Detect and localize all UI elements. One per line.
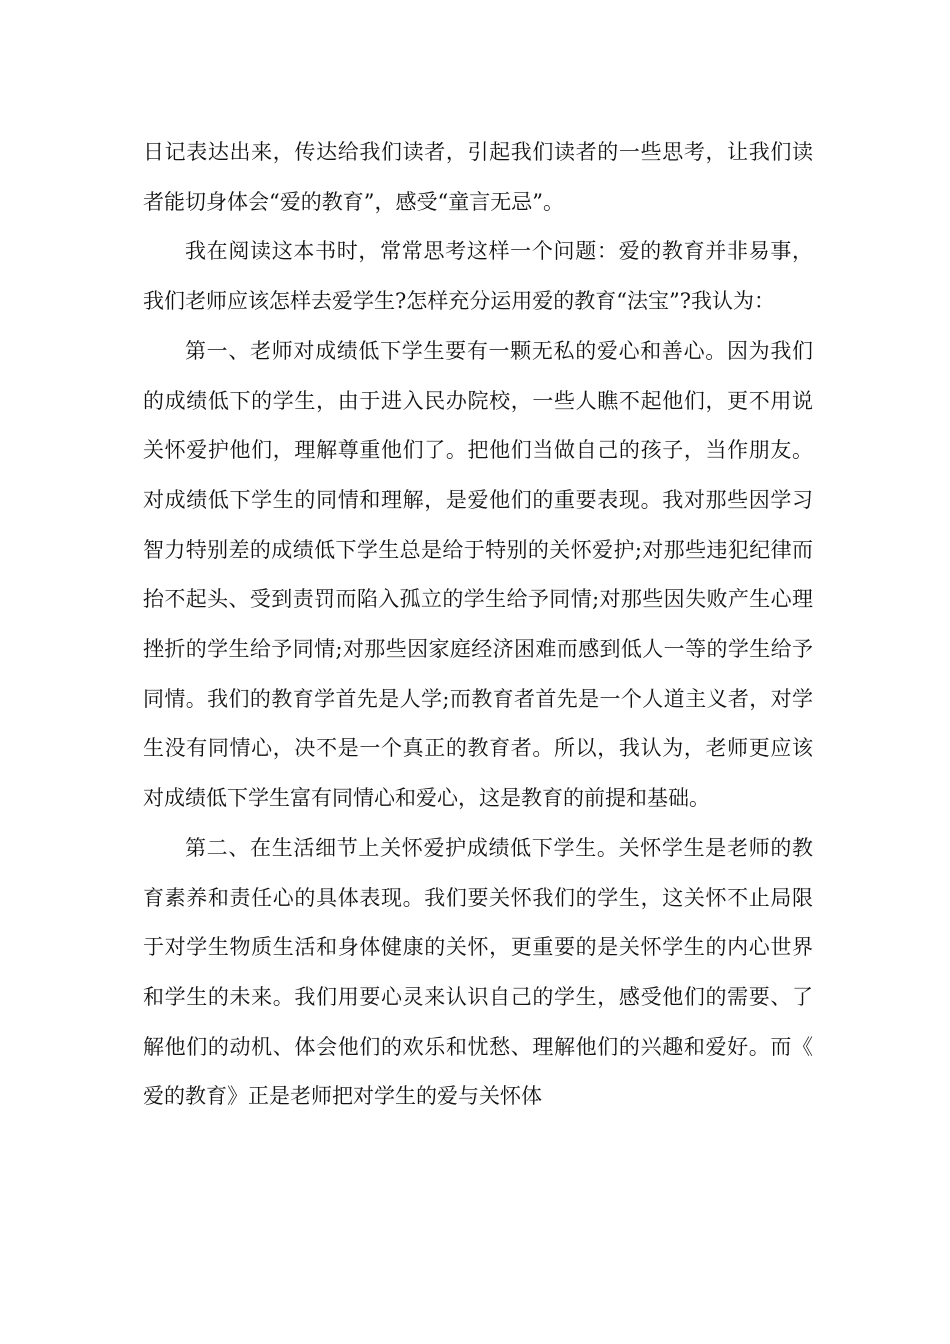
paragraph-continuation: 日记表达出来，传达给我们读者，引起我们读者的一些思考，让我们读者能切身体会“爱的教育”，感受“童言无忌”。 [143, 140, 813, 214]
paragraph-point-one: 第一、老师对成绩低下学生要有一颗无私的爱心和善心。因为我们的成绩低下的学生，由于进入民办院校，一些人瞧不起他们，更不用说关怀爱护他们，理解尊重他们了。把他们当做自己的孩子，当作朋友。对成绩低下学生的同情和理解，是爱他们的重要表现。我对那些因学习智力特别差的成绩低下学生总是给于特别的关怀爱护;对那些违犯纪律而抬不起头、受到责罚而陷入孤立的学生给予同情;对那些因失败产生心理挫折的学生给予同情;对那些因家庭经济困难而感到低人一等的学生给予同情。我们的教育学首先是人学;而教育者首先是一个人道主义者，对学生没有同情心，决不是一个真正的教育者。所以，我认为，老师更应该对成绩低下学生富有同情心和爱心，这是教育的前提和基础。 [143, 338, 813, 811]
paragraph-point-two: 第二、在生活细节上关怀爱护成绩低下学生。关怀学生是老师的教育素养和责任心的具体表现。我们要关怀我们的学生，这关怀不止局限于对学生物质生活和身体健康的关怀，更重要的是关怀学生的内心世界和学生的未来。我们用要心灵来认识自己的学生，感受他们的需要、了解他们的动机、体会他们的欢乐和忧愁、理解他们的兴趣和爱好。而《爱的教育》正是老师把对学生的爱与关怀体 [143, 835, 813, 1109]
document-body [143, 128, 813, 1122]
paragraph-reading-question: 我在阅读这本书时，常常思考这样一个问题：爱的教育并非易事，我们老师应该怎样去爱学生?怎样充分运用爱的教育“法宝”?我认为： [143, 239, 813, 314]
